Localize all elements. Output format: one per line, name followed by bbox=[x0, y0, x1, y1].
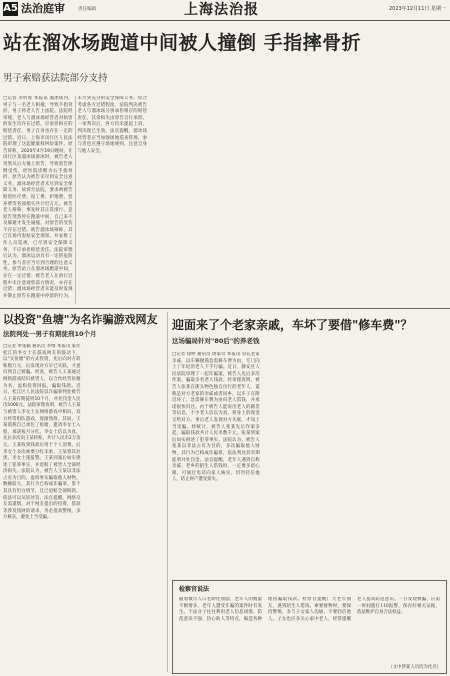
article2-body: □记者 季张颖 通讯员 李维 本报讯 家住松江的李女士在游戏网友的鼓动下，以"买鱼塘"的方式投资，先后向对方转账数万元，后发现对方早已失联，才意识到自己被骗。经查，被告人王某通过网络游戏结识被害人，以合伙经营鱼塘为名，虚构投资回报，骗取钱款。近日，松江区人民法院以诈骗罪判处被告人王某有期徒刑10个月，并处罚金人民币5000元。法院审理查明，被告人王某与被害人李女士在网络游戏中相识，双方经常组队游戏，逐渐熟络。其间，王某谎称自己承包了鱼塘，邀请李女士入股，承诺按月分红。李女士信以为真，先后多次向王某转账，共计人民币2万余元。王某收到钱款后用于个人消费。后李女士多次索要分红未果，王某将其拉黑，李女士遂报警。王某到案后如实供述了犯罪事实，并退赔了被害人全部经济损失。法院认为，被告人王某以非法占有为目的，虚构事实骗取他人财物，数额较大，其行为已构成诈骗罪。鉴于其具有坦白情节，且已退赔全部赃款，依法可以从轻处罚。法官提醒，网络交友需谨慎，对于网友提出的投资、借款等涉及钱财的请求，务必提高警惕，多方核实，避免上当受骗。 bbox=[3, 344, 81, 521]
article2-subtitle: 法院判处一男子有期徒刑10个月 bbox=[3, 330, 97, 338]
prosecutor-commentary-body: 随着城市人口老龄化加剧，老年人的数量不断增多，老年人遭受诈骗的案件时有发生。不法分子往往利用老人信息闭塞、防范意识不强、热心助人等特点，编造各种理由骗取钱款。检察官提醒广大老年朋友，遇到陌生人借钱、索要财物时，要保持警惕，多与子女家人沟通，不要轻信他人。子女也应多关心家中老人，经常提醒老人提高防范意识。一旦发现被骗，应第一时间拨打110报警，保存好相关证据，依法维护自身合法权益。 bbox=[179, 597, 440, 622]
commentary-footnote: （文中涉案人员均为化名） bbox=[388, 665, 441, 670]
section-title: 法治庭审 bbox=[21, 2, 65, 15]
article2-title: 以投资"鱼塘"为名诈骗游戏网友 bbox=[3, 313, 158, 326]
article1-headline: 站在溜冰场跑道中间被人撞倒 手指摔骨折 bbox=[3, 32, 362, 54]
page-number-badge: A5 bbox=[3, 3, 18, 14]
article3-body: □记者 徐婷 通讯员 周家奇 本报讯 冒充老家亲戚，以车辆抛锚急需修车费为由，专门向上了年纪的老人下手行骗。近日，静安区人民法院审理了一起诈骗案，被告人先后多次作案，骗取多名老人钱款。经审理查明，被告人张某在街头物色独自出行的老年人，谎称是对方老家的亲戚或者同乡，以车子在附近坏了、急需修车费为由向老人借钱，并承诺很快归还。由于被告人能说出老人的籍贯等信息，不少老人信以为真，将身上的现金交给对方。事后老人发现对方失联，才知上当受骗。经统计，被告人张某先后作案多起，骗取钱款共计人民币数千元。张某到案后如实供述了犯罪事实。法院认为，被告人张某以非法占有为目的，多次骗取他人财物，其行为已构成诈骗罪，依法判处其有期徒刑并处罚金。法官提醒，老年人遇到自称亲戚、老乡的陌生人借钱时，一定要多留心眼，可通过电话向家人核实，切勿轻信他人，防止财产遭受损失。 bbox=[172, 352, 260, 483]
newspaper-logo: 上海法治报 bbox=[184, 2, 259, 18]
page-header bbox=[0, 0, 450, 21]
editor-credit: 责任编辑 bbox=[78, 7, 96, 12]
issue-date: 2023年12月11日 星期一 bbox=[388, 6, 446, 12]
article3-title: 迎面来了个老家亲戚，车坏了要借"修车费"？ bbox=[172, 318, 413, 332]
article1-body: □记者 李昕蓉 本报讯 溜冰场内，男子与一名老人相撞，导致手指骨折，男子将老人告上法院。法院经审理，老人与溜冰场经营者对损害的发生均存在过错，应承担相应的赔偿责任，男子自身也存在一定的过错。近日，上海市闵行区人民法院审理了这起健康权纠纷案件。原告诉称，2020年4月19日晚间，在闵行区某溜冰场滑冰时，被告老人突然从后方撞上原告，导致原告摔倒受伤，经医院诊断为右手指骨折。原告认为被告未尽到安全注意义务，溜冰场经营者未尽到安全保障义务，故诉至法院，要求两被告赔偿医疗费、误工费、护理费、营养费等各项损失共计近万元。被告老人辩称，事发时其正常滑行，是原告突然停在跑道中间，自己来不及躲避才发生碰撞，对原告的受伤不存在过错。被告溜冰场辩称，其已在场内张贴安全须知，并安排工作人员巡视，已尽到安全保障义务，不应承担赔偿责任。法院审理后认为，溜冰运动具有一定的危险性，参与者应当尽到合理的注意义务。原告站立在溜冰场跑道中间，存在一定过错；被告老人在滑行过程中未注意观察前方情况，亦存在过错；溜冰场经营者未能及时发现并制止原告在跑道中停留的行为，未尽到充分的安全保障义务。综合考虑各方过错程度，法院判决被告老人与溜冰场分别承担相应的赔偿责任，其余损失由原告自行承担。一审判决后，各方均未提起上诉，判决现已生效。法官提醒，溜冰场经营者应当加强场地巡查管理，参与者也应遵守场地规则，注意自身与他人安全。 bbox=[3, 96, 147, 299]
article1-subhead: 男子索赔获法院部分支持 bbox=[3, 73, 108, 84]
column-divider bbox=[167, 312, 168, 672]
section-divider bbox=[0, 308, 450, 309]
article3-subtitle: 这场骗局针对"80后"的养老钱 bbox=[172, 337, 260, 345]
prosecutor-commentary-box bbox=[172, 580, 447, 674]
prosecutor-commentary-title: 检察官说法 bbox=[179, 586, 210, 593]
